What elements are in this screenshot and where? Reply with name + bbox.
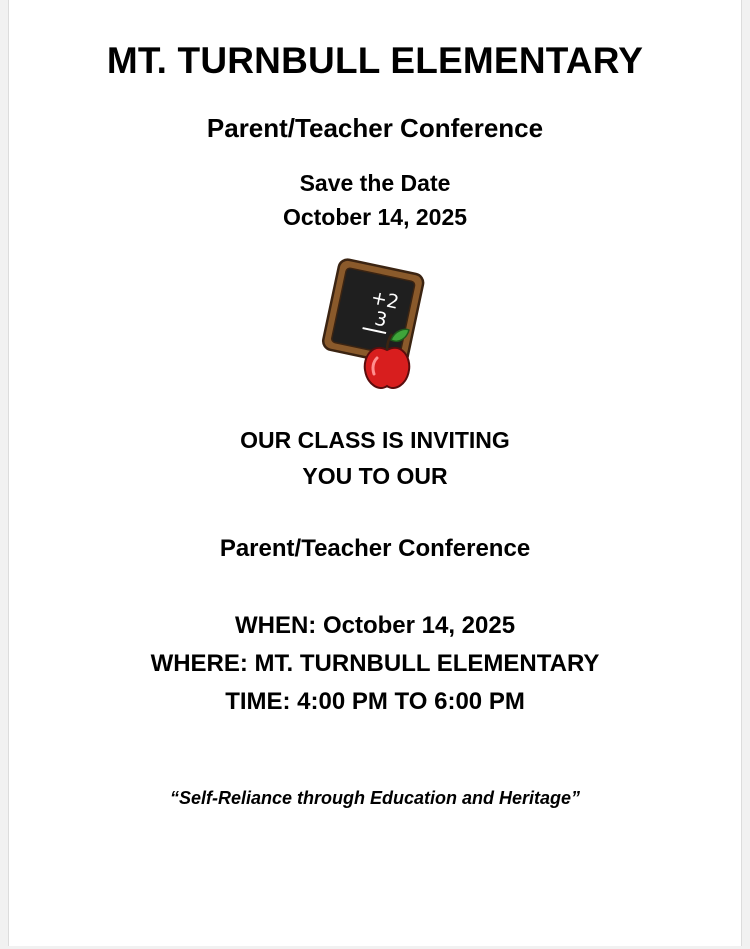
school-motto: “Self-Reliance through Education and Heritage” — [169, 788, 581, 808]
invitation-line-2: YOU TO OUR — [302, 463, 448, 489]
chalk-three: 3 — [372, 307, 389, 332]
invitation-line-1: OUR CLASS IS INVITING — [240, 427, 510, 453]
invitation-event: Parent/Teacher Conference — [219, 535, 531, 562]
school-name-title: MT. TURNBULL ELEMENTARY — [106, 40, 644, 81]
save-the-date-label: Save the Date — [299, 170, 451, 196]
details-when: WHEN: October 14, 2025 — [234, 612, 516, 639]
chalk-plus-two: +2 — [368, 286, 401, 314]
chalkboard-apple-icon — [317, 258, 432, 393]
event-date: October 14, 2025 — [282, 204, 468, 230]
event-subtitle: Parent/Teacher Conference — [206, 113, 544, 143]
details-time: TIME: 4:00 PM TO 6:00 PM — [225, 688, 525, 715]
details-where: WHERE: MT. TURNBULL ELEMENTARY — [150, 650, 600, 677]
flyer-page — [8, 0, 742, 946]
